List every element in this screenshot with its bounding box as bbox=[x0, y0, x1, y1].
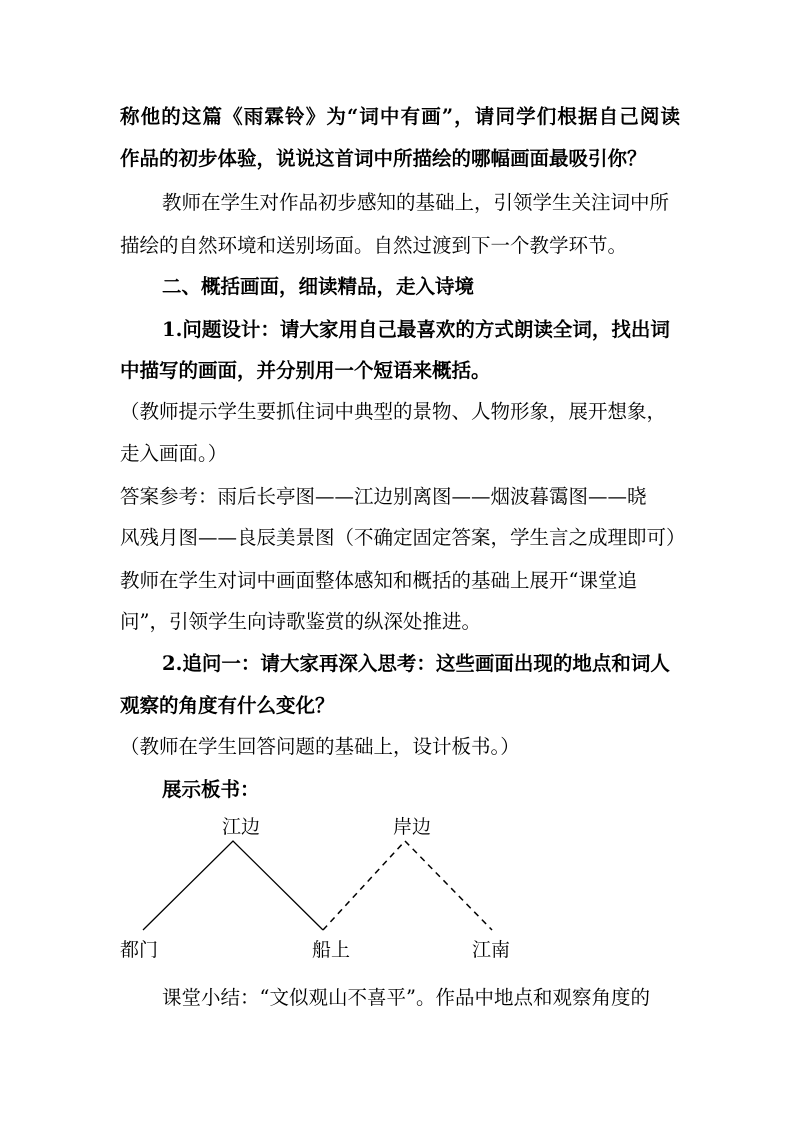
paragraph-line: 教师在学生对作品初步感知的基础上，引领学生关注词中所 bbox=[162, 191, 670, 214]
route-line-dashed-down bbox=[405, 841, 492, 930]
paragraph-line: 风残月图——良辰美景图（不确定固定答案，学生言之成理即可） bbox=[120, 526, 686, 549]
paragraph-line: 描绘的自然环境和送别场面。自然过渡到下一个教学环节。 bbox=[120, 234, 628, 257]
route-line-dashed-up bbox=[323, 841, 405, 930]
paragraph-line: 2.追问一：请大家再深入思考：这些画面出现的地点和词人 bbox=[162, 652, 670, 675]
paragraph-line: 问”，引领学生向诗歌鉴赏的纵深处推进。 bbox=[120, 610, 481, 633]
label-dumen: 都门 bbox=[120, 939, 159, 961]
paragraph-line: 1.问题设计：请大家用自己最喜欢的方式朗读全词，找出词 bbox=[162, 318, 670, 341]
paragraph-line: 称他的这篇《雨霖铃》为“词中有画”，请同学们根据自己阅读 bbox=[120, 105, 680, 128]
label-jiangbian: 江边 bbox=[222, 816, 261, 838]
paragraph-line: 答案参考：雨后长亭图——江边别离图——烟波暮霭图——晓 bbox=[120, 485, 647, 508]
label-chuanshang: 船上 bbox=[312, 939, 351, 961]
paragraph-line: 走入画面。） bbox=[120, 442, 228, 465]
paragraph-line: 作品的初步体验，说说这首词中所描绘的哪幅画面最吸引你？ bbox=[120, 147, 647, 170]
route-line-solid bbox=[143, 841, 323, 930]
board-heading: 展示板书： bbox=[162, 778, 260, 801]
label-anbian: 岸边 bbox=[393, 816, 432, 838]
paragraph-line: 课堂小结：“文似观山不喜平”。作品中地点和观察角度的 bbox=[162, 986, 650, 1009]
paragraph-line: 教师在学生对词中画面整体感知和概括的基础上展开“课堂追 bbox=[120, 569, 637, 592]
paragraph-line: 观察的角度有什么变化？ bbox=[120, 694, 335, 717]
paragraph-line: （教师在学生回答问题的基础上，设计板书。） bbox=[120, 735, 520, 758]
paragraph-line: 中描写的画面，并分别用一个短语来概括。 bbox=[120, 359, 491, 382]
paragraph-line: （教师提示学生要抓住词中典型的景物、人物形象，展开想象， bbox=[120, 400, 667, 423]
label-jiangnan: 江南 bbox=[472, 939, 511, 961]
section-heading: 二、概括画面，细读精品，走入诗境 bbox=[162, 275, 475, 298]
